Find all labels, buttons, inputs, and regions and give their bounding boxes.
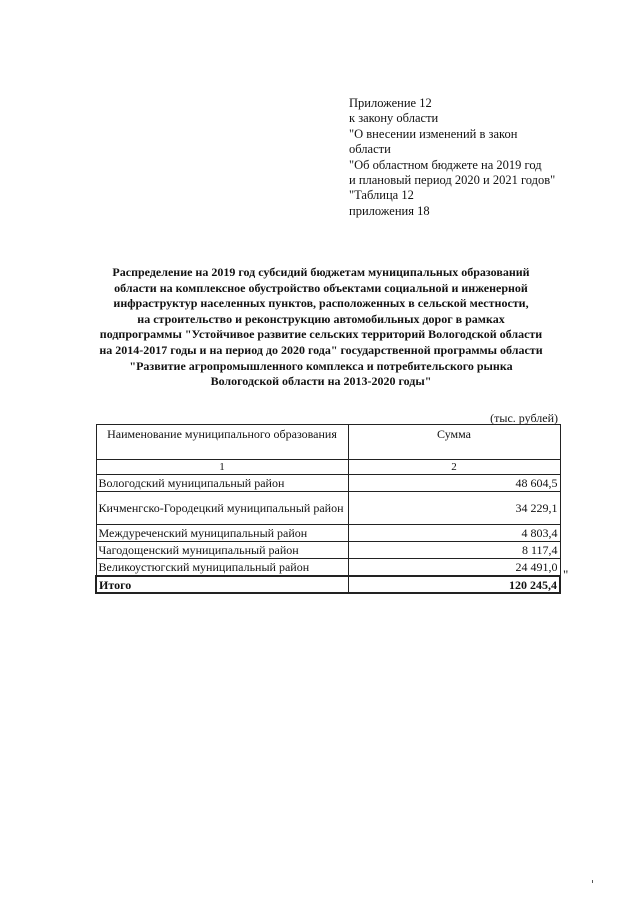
document-title (80, 265, 562, 390)
title-line: подпрограммы "Устойчивое развитие сельских территорий Вологодской области (99, 327, 543, 342)
municipality-name: Великоустюгский муниципальный район (96, 559, 348, 577)
title-line: "Развитие агропромышленного комплекса и потребительского рынка (129, 358, 513, 373)
appendix-header (349, 96, 589, 219)
column-number: 1 (96, 460, 348, 475)
amount-value: 24 491,0 (348, 559, 560, 577)
subsidy-table (95, 424, 561, 594)
table-row (96, 492, 560, 525)
appendix-line: к закону области (349, 111, 439, 126)
header-municipality: Наименование муниципального образования (96, 425, 348, 460)
scan-speck (592, 880, 593, 883)
appendix-line: "О внесении изменений в закон (349, 126, 518, 141)
appendix-line: "Об областном бюджете на 2019 год (349, 157, 542, 172)
amount-value: 34 229,1 (348, 492, 560, 525)
total-row (96, 576, 560, 593)
table-row (96, 542, 560, 559)
total-label: Итого (96, 576, 348, 593)
appendix-line: области (349, 142, 391, 157)
amount-value: 48 604,5 (348, 475, 560, 492)
table-row (96, 525, 560, 542)
table-header-row (96, 425, 560, 460)
title-line: на строительство и реконструкцию автомобильных дорог в рамках (137, 311, 505, 326)
title-line: на 2014-2017 годы и на период до 2020 года" государственной программы области (99, 342, 543, 357)
header-amount: Сумма (348, 425, 560, 460)
total-amount: 120 245,4 (348, 576, 560, 593)
amount-value: 4 803,4 (348, 525, 560, 542)
municipality-name: Вологодский муниципальный район (96, 475, 348, 492)
table-row (96, 559, 560, 577)
municipality-name: Кичменгско-Городецкий муниципальный район (96, 492, 348, 525)
appendix-line: и плановый период 2020 и 2021 годов" (349, 173, 556, 188)
municipality-name: Междуреченский муниципальный район (96, 525, 348, 542)
column-number-row (96, 460, 560, 475)
appendix-line: "Таблица 12 (349, 188, 414, 203)
title-line: области на комплексное обустройство объектами социальной и инженерной (114, 280, 528, 295)
municipality-name: Чагодощенский муниципальный район (96, 542, 348, 559)
table-row (96, 475, 560, 492)
units-label: (тыс. рублей) (490, 411, 558, 425)
title-line: инфраструктур населенных пунктов, расположенных в сельской местности, (113, 296, 529, 311)
appendix-line: приложения 18 (349, 203, 430, 218)
title-line: Вологодской области на 2013-2020 годы" (210, 374, 432, 389)
column-number: 2 (348, 460, 560, 475)
title-line: Распределение на 2019 год субсидий бюджетам муниципальных образований (112, 265, 530, 279)
appendix-line: Приложение 12 (349, 96, 432, 110)
closing-quote: " (563, 567, 569, 582)
amount-value: 8 117,4 (348, 542, 560, 559)
